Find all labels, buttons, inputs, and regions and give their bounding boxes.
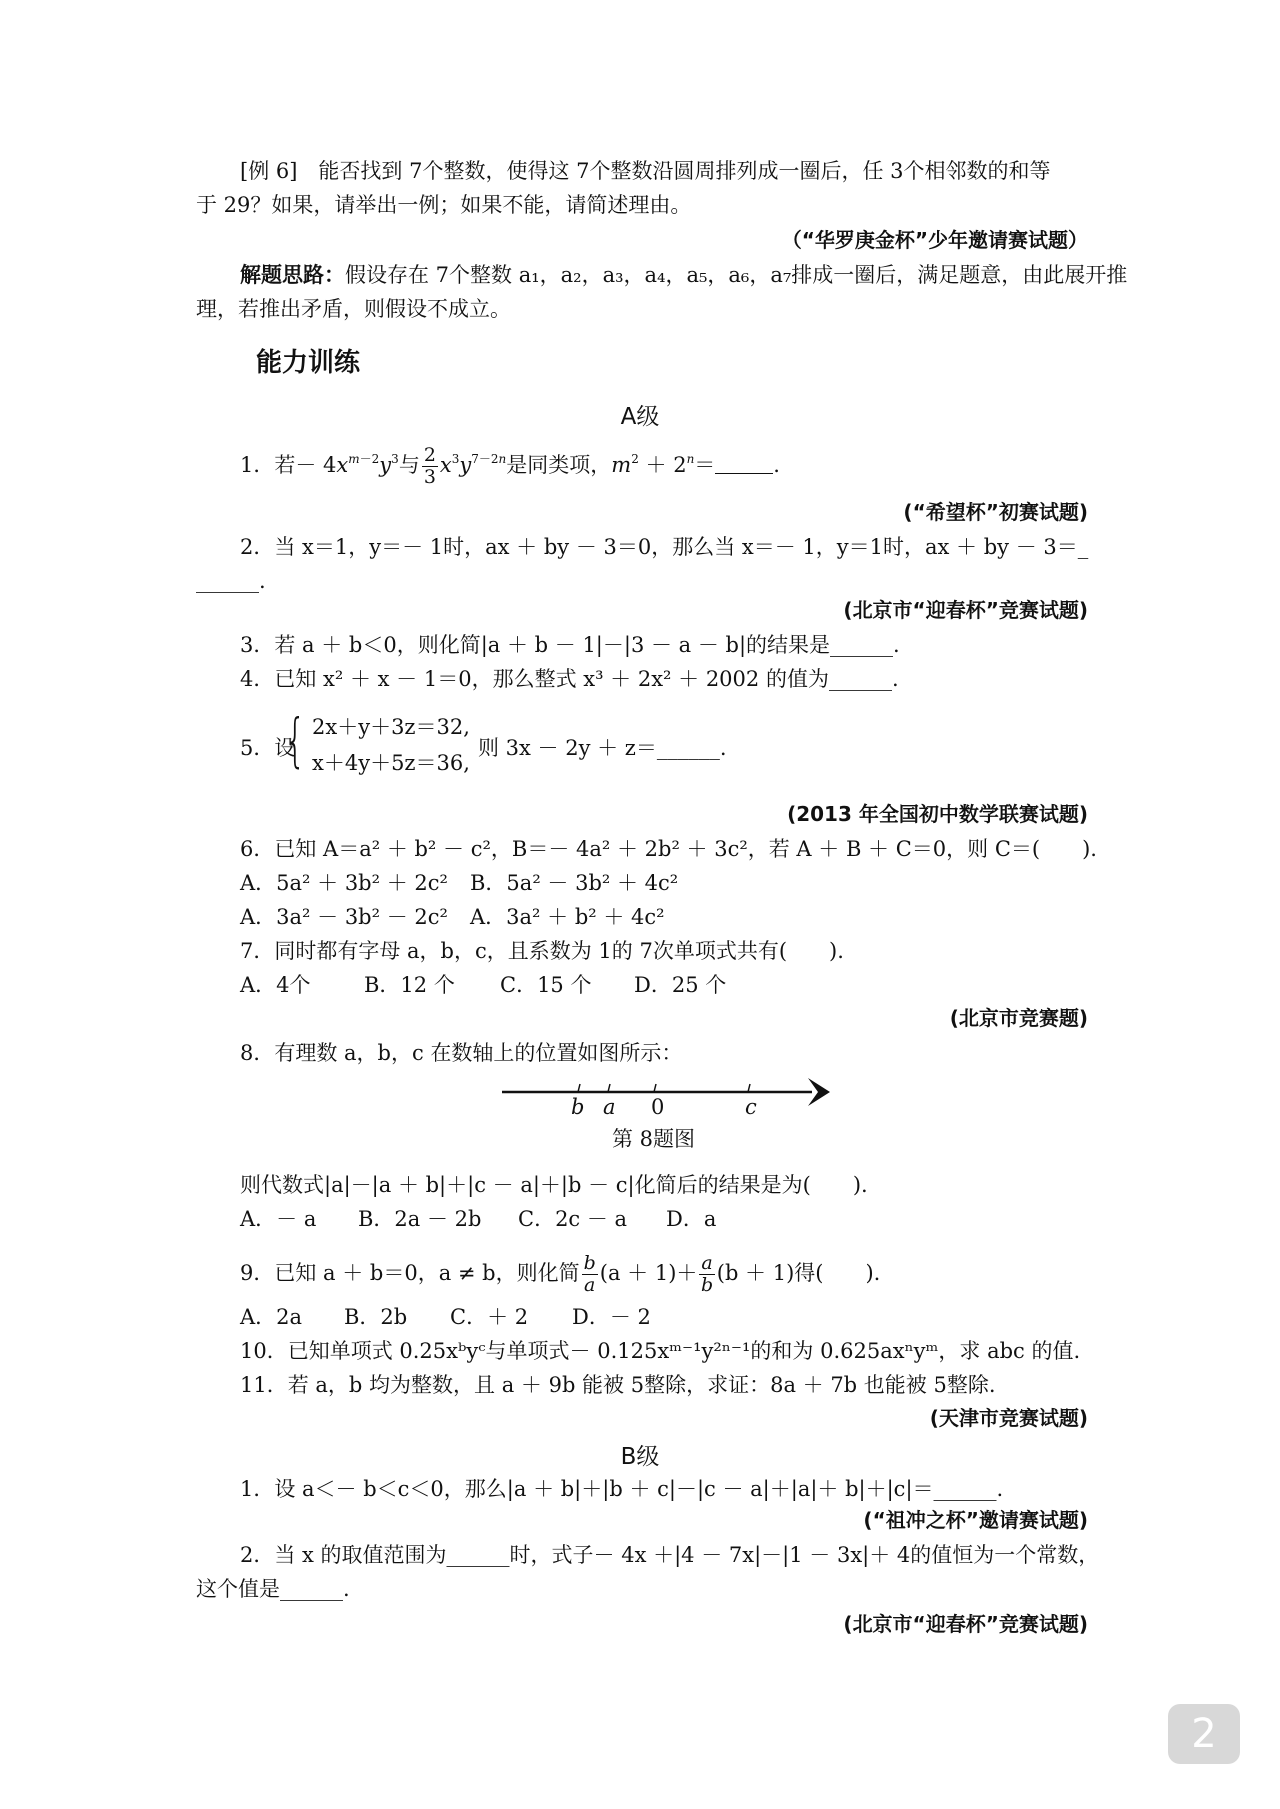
figure-caption: 第 8题图	[612, 1127, 696, 1151]
level-b-heading: B级	[620, 1444, 660, 1470]
question-10: 10．已知单项式 0.25xᵇyᶜ与单项式－ 0.125xᵐ⁻¹y²ⁿ⁻¹的和为 0.625axⁿyᵐ，求 abc 的值.	[240, 1339, 1081, 1363]
approach-line-2: 理，若推出矛盾，则假设不成立。	[196, 297, 511, 321]
fraction-b-over-a: $\frac{b}{a}$	[583, 1252, 596, 1296]
q6-option-b: B．5a² － 3b² ＋ 4c²	[470, 871, 679, 895]
fraction-a-over-b: $\frac{a}{b}$	[701, 1252, 714, 1296]
question-3: 3．若 a ＋ b＜0，则化简|a ＋ b － 1|－|3 － a － b|的结果是______.	[240, 633, 900, 657]
question-2-line-2: ______.	[196, 569, 266, 593]
page-number-badge: 2	[1168, 1704, 1240, 1764]
number-line-label-zero: 0	[651, 1095, 665, 1119]
q7-option-a: A．4个	[240, 973, 311, 997]
number-line-figure	[496, 1072, 836, 1118]
q8-option-c: C．2c － a	[518, 1207, 628, 1231]
q7-option-d: D．25 个	[634, 973, 727, 997]
approach-label: 解题思路：	[240, 262, 345, 287]
question-5-source: (2013 年全国初中数学联赛试题)	[787, 802, 1088, 826]
number-line-label-b: b	[571, 1095, 585, 1119]
question-1-source: (“希望杯”初赛试题)	[903, 500, 1088, 524]
question-2-source: (北京市“迎春杯”竞赛试题)	[843, 598, 1088, 622]
section-title: 能力训练	[256, 348, 361, 378]
b-question-2-line-2: 这个值是______.	[196, 1577, 350, 1601]
question-8-after: 则代数式|a|－|a ＋ b|＋|c － a|＋|b － c|化简后的结果是为( ).	[240, 1173, 868, 1197]
question-1: 1．若－ $4x^{m-2}y^3$与 $\frac{2}{3}$ $x^3y^{7-2n}$是同类项，$m^2 + 2^n=$ .	[240, 444, 780, 488]
example-label: [例 6]	[240, 159, 298, 183]
b-question-1-source: (“祖冲之杯”邀请赛试题)	[863, 1508, 1088, 1532]
b-question-2-source: (北京市“迎春杯”竞赛试题)	[843, 1612, 1088, 1636]
q7-option-b: B．12 个	[364, 973, 455, 997]
question-2-line-1: 2．当 x＝1，y＝－ 1时，ax ＋ by － 3＝0，那么当 x＝－ 1，y＝1时，ax ＋ by － 3＝_	[240, 535, 1089, 559]
q9-option-d: D．－ 2	[572, 1305, 651, 1329]
system-brace: {	[284, 706, 307, 774]
b-question-2-line-1: 2．当 x 的取值范围为______时，式子－ 4x ＋|4 － 7x|－|1 － 3x|＋ 4的值恒为一个常数，	[240, 1543, 1100, 1567]
example-line-1: [例 6] 能否找到 7个整数，使得这 7个整数沿圆周排列成一圈后，任 3个相邻数的和等	[240, 159, 1051, 183]
q8-option-a: A．－ a	[240, 1207, 317, 1231]
example-source: （“华罗庚金杯”少年邀请赛试题）	[781, 228, 1088, 252]
question-7-source: (北京市竞赛题)	[949, 1006, 1088, 1030]
question-11-source: (天津市竞赛试题)	[929, 1406, 1088, 1430]
q8-option-d: D．a	[666, 1207, 717, 1231]
q8-option-b: B．2a － 2b	[358, 1207, 482, 1231]
system-equation-2: x＋4y＋5z＝36,	[312, 751, 470, 775]
approach-line-1: 解题思路：假设存在 7个整数 a₁，a₂，a₃，a₄，a₅，a₆，a₇排成一圈后，满足题意，由此展开推	[240, 262, 1128, 287]
fraction-2-3: $\frac{2}{3}$	[423, 444, 436, 488]
level-a-heading: A级	[620, 404, 660, 430]
system-equation-1: 2x＋y＋3z＝32,	[312, 715, 470, 739]
number-line-label-a: a	[603, 1095, 616, 1119]
question-5-label: 5．设	[240, 736, 296, 760]
q9-option-a: A．2a	[240, 1305, 303, 1329]
q9-option-b: B．2b	[344, 1305, 408, 1329]
question-7: 7．同时都有字母 a，b，c，且系数为 1的 7次单项式共有( ).	[240, 939, 844, 963]
q6-option-a: A．5a² ＋ 3b² ＋ 2c²	[240, 871, 448, 895]
q9-option-c: C．＋ 2	[450, 1305, 529, 1329]
question-4: 4．已知 x² ＋ x － 1＝0，那么整式 x³ ＋ 2x² ＋ 2002 的值为______.	[240, 667, 899, 691]
question-8: 8．有理数 a，b，c 在数轴上的位置如图所示：	[240, 1041, 683, 1065]
q6-option-c: A．3a² － 3b² － 2c²	[240, 905, 448, 929]
question-5-tail: 则 3x － 2y ＋ z＝______.	[478, 736, 727, 760]
number-line-label-c: c	[745, 1095, 757, 1119]
q7-option-c: C．15 个	[500, 973, 592, 997]
answer-blank	[715, 455, 773, 474]
b-question-1: 1．设 a＜－ b＜c＜0，那么|a ＋ b|＋|b ＋ c|－|c － a|＋|a|＋ b|＋|c|＝______.	[240, 1477, 1004, 1501]
q6-option-d: A．3a² ＋ b² ＋ 4c²	[470, 905, 665, 929]
question-11: 11．若 a，b 均为整数，且 a ＋ 9b 能被 5整除，求证：8a ＋ 7b 也能被 5整除.	[240, 1373, 996, 1397]
question-6: 6．已知 A＝a² ＋ b² － c²，B＝－ 4a² ＋ 2b² ＋ 3c²，若 A ＋ B ＋ C＝0，则 C＝( ).	[240, 837, 1097, 861]
example-line-2: 于 29？如果，请举出一例；如果不能，请简述理由。	[196, 193, 692, 217]
question-9: 9．已知 a ＋ b＝0，a ≠ b，则化简 $\frac{b}{a}$ (a ＋ 1)＋ $\frac{a}{b}$ (b ＋ 1)得( ).	[240, 1252, 881, 1296]
